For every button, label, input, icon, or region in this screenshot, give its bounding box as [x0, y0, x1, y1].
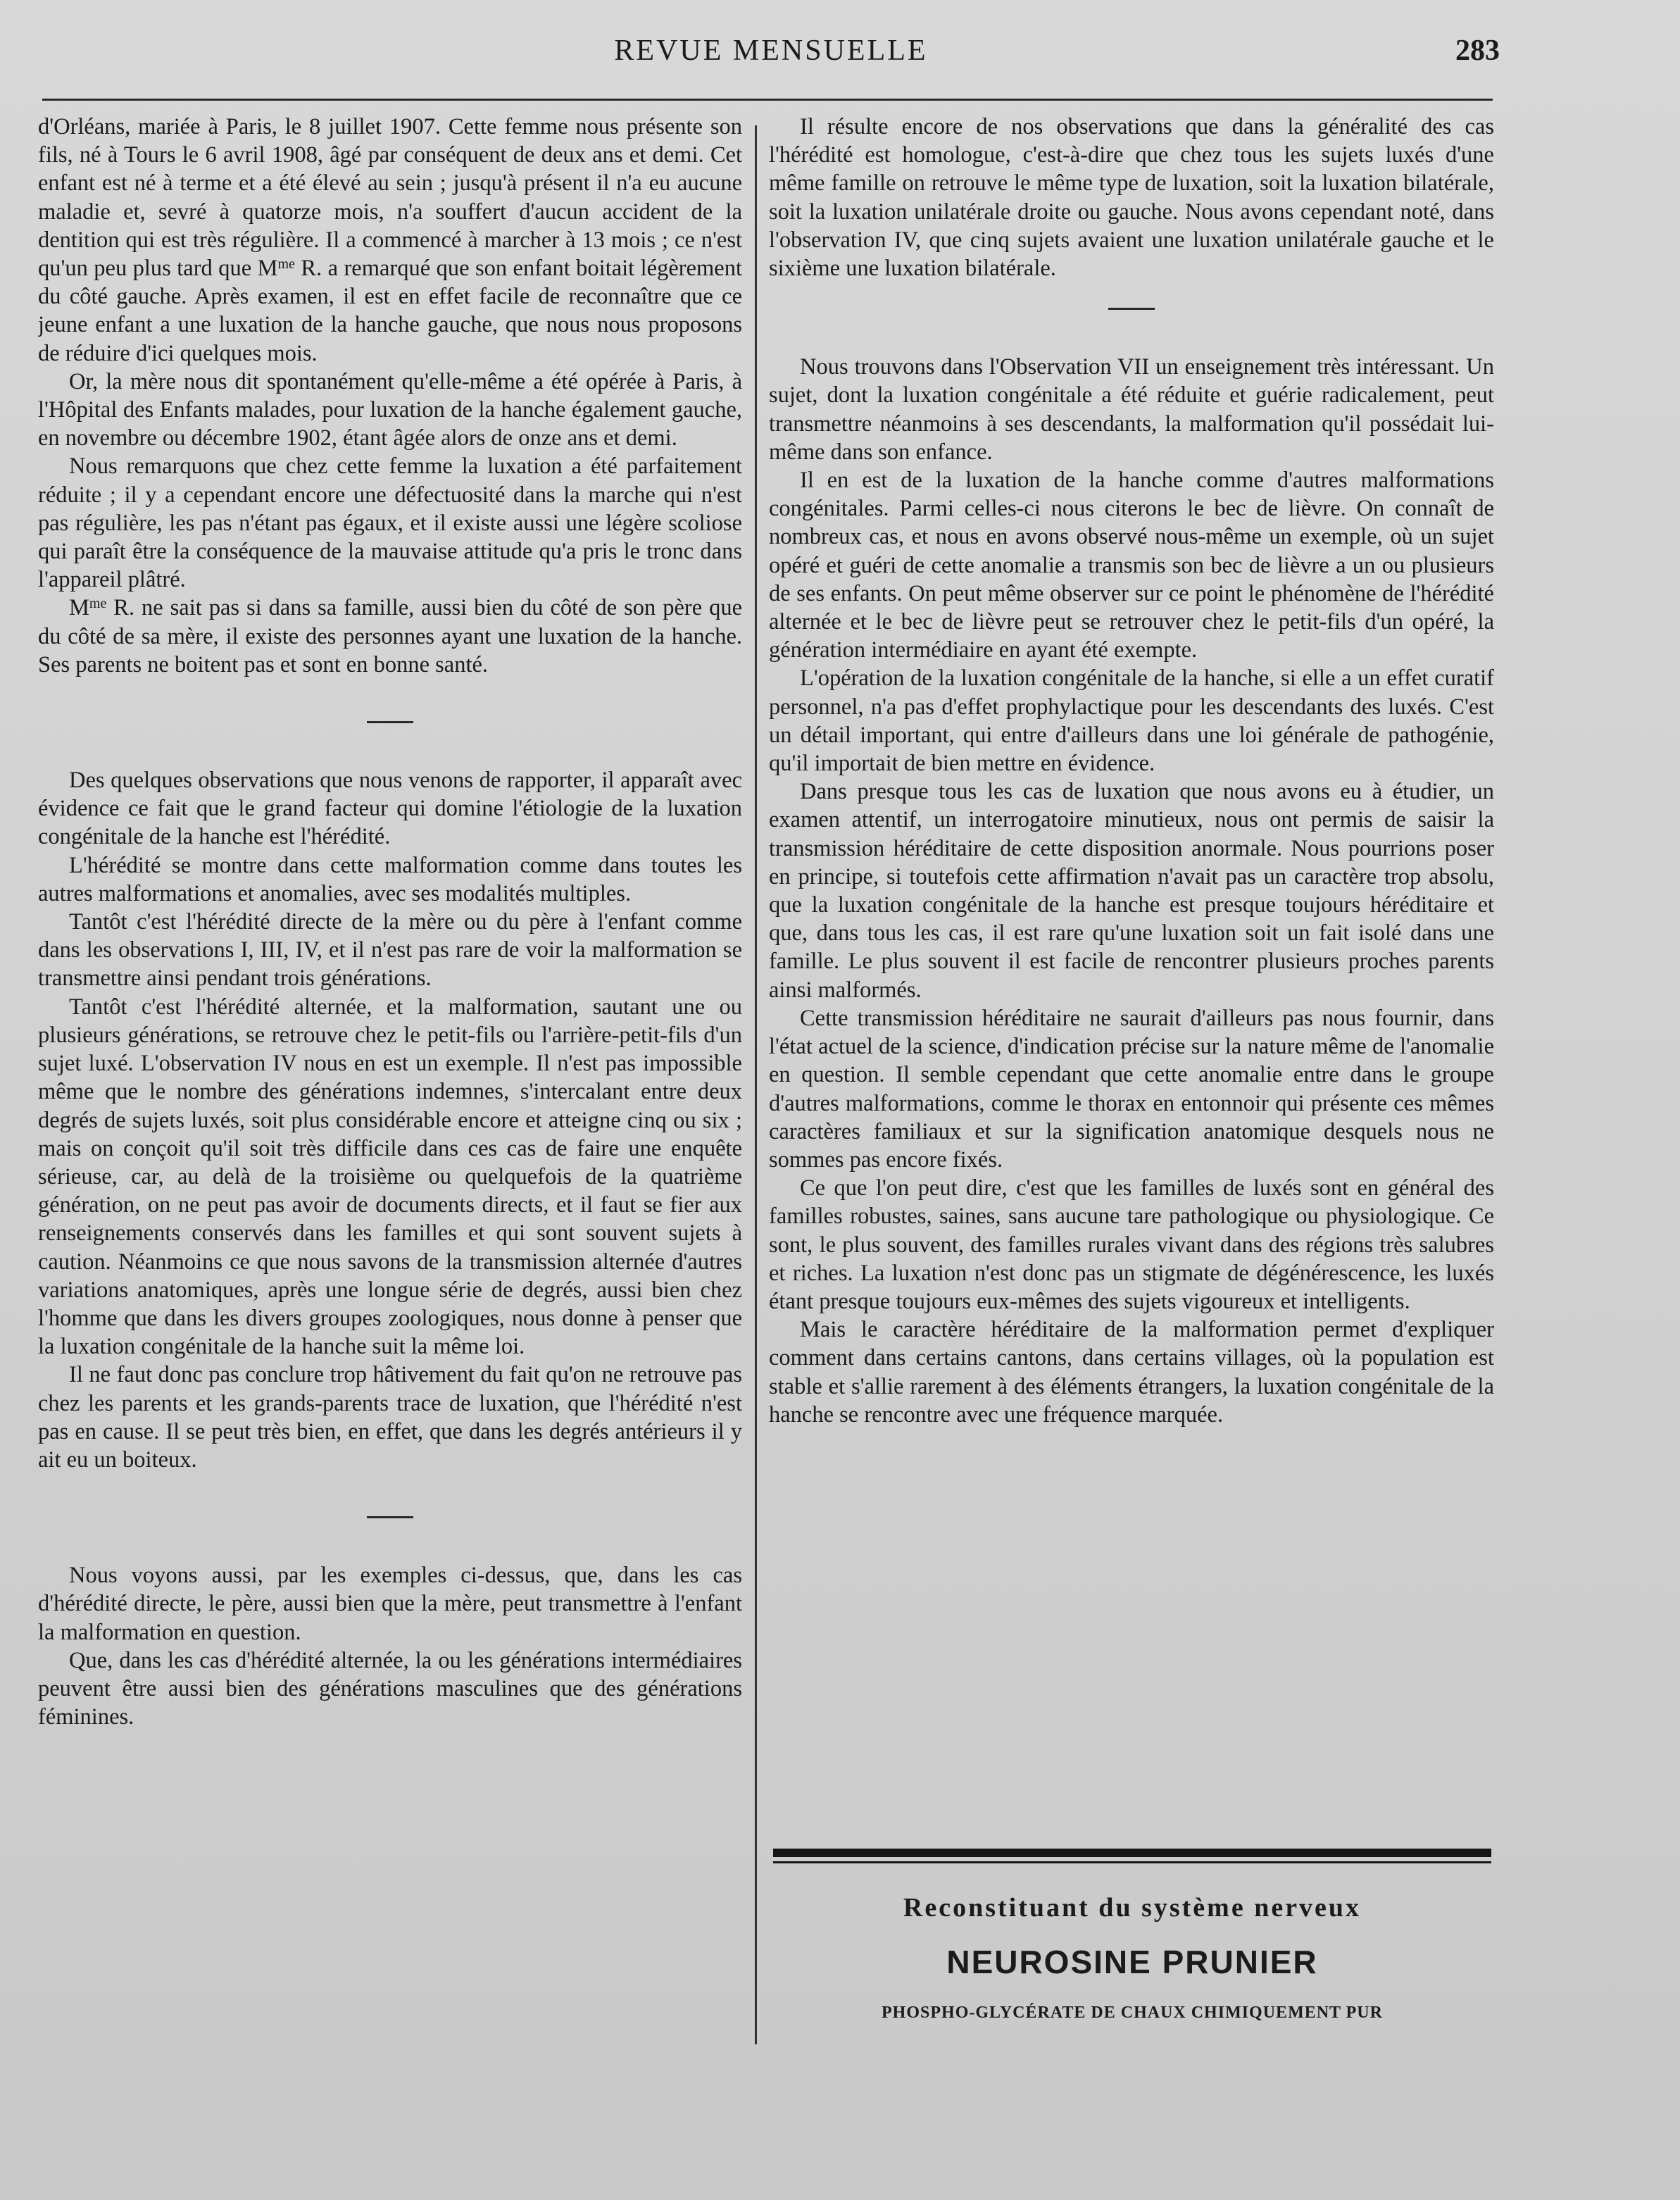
left-column	[38, 113, 742, 2183]
separator-dash	[1108, 308, 1155, 310]
paragraph: L'hérédité se montre dans cette malformation comme dans toutes les autres malformations et anomalies, avec ses modalités multiples.	[38, 852, 742, 906]
header-rule	[42, 99, 1493, 101]
paragraph: Des quelques observations que nous venons de rapporter, il apparaît avec évidence ce fait que le grand facteur qui domine l'étiologie de la luxation congénitale de la hanche est l'hérédité.	[38, 768, 742, 850]
page-number: 283	[1455, 35, 1500, 67]
paragraph: Que, dans les cas d'hérédité alternée, la ou les générations intermédiaires peuvent être aussi bien des générations masculines que des générations féminines.	[38, 1647, 742, 1730]
paragraph: Or, la mère nous dit spontanément qu'elle-même a été opérée à Paris, à l'Hôpital des Enfants malades, pour luxation de la hanche également gauche, en novembre ou décembre 1902, étant âgée alors de onze ans et demi.	[38, 368, 742, 451]
ad-product-name: NEUROSINE PRUNIER	[946, 1944, 1318, 1980]
separator-dash	[367, 1516, 413, 1518]
ad-tagline: Reconstituant du système nerveux	[903, 1893, 1362, 1923]
paragraph: L'opération de la luxation congénitale de la hanche, si elle a un effet curatif personnel, n'a pas d'effet prophylactique pour les descendants des luxés. C'est un détail important, qui entre d'ailleurs dans une loi générale de pathogénie, qu'il importait de bien mettre en évidence.	[769, 665, 1494, 777]
ad-subtitle: PHOSPHO-GLYCÉRATE DE CHAUX CHIMIQUEMENT PUR	[882, 2004, 1383, 2022]
running-title: REVUE MENSUELLE	[614, 35, 928, 67]
section-separator	[38, 1474, 742, 1561]
paragraph: Mais le caractère héréditaire de la malformation permet d'expliquer comment dans certains cantons, dans certains villages, où la population est stable et s'allie rarement à des éléments étrangers, la luxation congénitale de la hanche se rencontre avec une fréquence marquée.	[769, 1317, 1494, 1427]
paragraph: Il résulte encore de nos observations que dans la généralité des cas l'hérédité est homologue, c'est-à-dire que chez tous les sujets luxés d'une même famille on retrouve le même type de luxation, soit la luxation bilatérale, soit la luxation unilatérale droite ou gauche. Nous avons cependant noté, dans l'observation IV, que cinq sujets avaient une luxation unilatérale gauche et le sixième une luxation bilatérale.	[769, 114, 1494, 282]
page-header	[42, 34, 1500, 76]
ad-rule-thick	[773, 1849, 1491, 1857]
advertisement	[773, 1849, 1491, 2046]
paragraph: Tantôt c'est l'hérédité directe de la mère ou du père à l'enfant comme dans les observations I, III, IV, et il n'est pas rare de voir la malformation se transmettre ainsi pendant trois générations.	[38, 909, 742, 992]
paragraph: Il en est de la luxation de la hanche comme d'autres malformations congénitales. Parmi celles-ci nous citerons le bec de lièvre. On connaît de nombreux cas, et nous en avons observé nous-même un exemple, où un sujet opéré et guéri de cette anomalie a transmis son bec de lièvre a un ou plusieurs de ses enfants. On peut même observer sur ce point le phénomène de l'hérédité alternée et le bec de lièvre peut se retrouver chez le petit-fils d'un opéré, la génération intermédiaire en ayant été exempte.	[769, 468, 1494, 663]
paragraph: Nous remarquons que chez cette femme la luxation a été parfaitement réduite ; il y a cependant encore une défectuosité dans la marche qui n'est pas régulière, les pas n'étant pas égaux, et il existe aussi une légère scoliose qui paraît être la conséquence de la mauvaise attitude qu'a pris le tronc dans l'appareil plâtré.	[38, 454, 742, 593]
paragraph: d'Orléans, mariée à Paris, le 8 juillet 1907. Cette femme nous présente son fils, né à Tours le 6 avril 1908, âgé par conséquent de deux ans et demi. Cet enfant est né à terme et a été élevé au sein ; jusqu'à présent il n'a eu aucune maladie et, sevré à quatorze mois, n'a souffert d'aucun accident de la dentition qui est très régulière. Il a commencé à marcher à 13 mois ; ce n'est qu'un peu plus tard que $M^{me}$ R. a remarqué que son enfant boitait légèrement du côté gauche. Après examen, il est en effet facile de reconnaître que ce jeune enfant a une luxation de la hanche gauche, que nous nous proposons de réduire d'ici quelques mois.	[38, 114, 742, 366]
paragraph: Ce que l'on peut dire, c'est que les familles de luxés sont en général des familles robustes, saines, sans aucune tare pathologique ou physiologique. Ce sont, le plus souvent, des familles rurales vivant dans des régions très salubres et riches. La luxation n'est donc pas un stigmate de dégénérescence, les luxés étant presque toujours eux-mêmes des sujets vigoureux et intelligents.	[769, 1175, 1494, 1314]
column-divider	[755, 125, 757, 2044]
ad-rule-thin	[773, 1861, 1491, 1863]
section-separator	[769, 282, 1494, 353]
separator-dash	[367, 721, 413, 723]
section-separator	[38, 679, 742, 766]
paragraph: Tantôt c'est l'hérédité alternée, et la malformation, sautant une ou plusieurs générations, se retrouve chez le petit-fils ou l'arrière-petit-fils d'un sujet luxé. L'observation IV nous en est un exemple. Il n'est pas impossible même que le nombre des générations indemnes, s'intercalant entre deux degrés de sujets luxés, soit plus considérable encore et atteigne cinq ou six ; mais on conçoit qu'il soit très difficile dans ces cas de faire une enquête sérieuse, car, au delà de la troisième ou quelquefois de la quatrième génération, on ne peut pas avoir de documents directs, et il faut se fier aux renseignements conservés dans les familles et qui sont souvent sujets à caution. Néanmoins ce que nous savons de la transmission alternée d'autres variations anatomiques, après une longue série de degrés, aussi bien chez l'homme que dans les divers groupes zoologiques, nous donne à penser que la luxation congénitale de la hanche suit la même loi.	[38, 994, 742, 1360]
paragraph: Nous voyons aussi, par les exemples ci-dessus, que, dans les cas d'hérédité directe, le père, aussi bien que la mère, peut transmettre à l'enfant la malformation en question.	[38, 1563, 742, 1645]
paragraph: $M^{me}$ R. ne sait pas si dans sa famille, aussi bien du côté de son père que du côté de sa mère, il existe des personnes ayant une luxation de la hanche. Ses parents ne boitent pas et sont en bonne santé.	[38, 595, 742, 677]
paragraph: Dans presque tous les cas de luxation que nous avons eu à étudier, un examen attentif, un interrogatoire minutieux, nous ont permis de saisir la transmission héréditaire de cette disposition anormale. Nous pourrions poser en principe, si toutefois cette affirmation n'avait pas un caractère trop absolu, que la luxation congénitale de la hanche est presque toujours héréditaire et que, dans tous les cas, il est rare qu'une luxation soit un fait isolé dans une famille. Le plus souvent il est facile de rencontrer plusieurs proches parents ainsi malformés.	[769, 779, 1494, 1003]
paragraph: Il ne faut donc pas conclure trop hâtivement du fait qu'on ne retrouve pas chez les parents et les grands-parents trace de luxation, que l'hérédité n'est pas en cause. Il se peut très bien, en effet, que dans les degrés antérieurs il y ait eu un boiteux.	[38, 1362, 742, 1473]
paragraph: Cette transmission héréditaire ne saurait d'ailleurs pas nous fournir, dans l'état actuel de la science, d'indication précise sur la nature même de l'anomalie en question. Il semble cependant que cette anomalie entre dans le groupe d'autres malformations, comme le thorax en entonnoir qui présente ces mêmes caractères familiaux et sur la signification anatomique desquels nous ne sommes pas encore fixés.	[769, 1005, 1494, 1173]
paragraph: Nous trouvons dans l'Observation VII un enseignement très intéressant. Un sujet, dont la luxation congénitale a été réduite et guérie radicalement, peut transmettre néanmoins à ses descendants, la malformation qu'il possédait lui-même dans son enfance.	[769, 354, 1494, 465]
